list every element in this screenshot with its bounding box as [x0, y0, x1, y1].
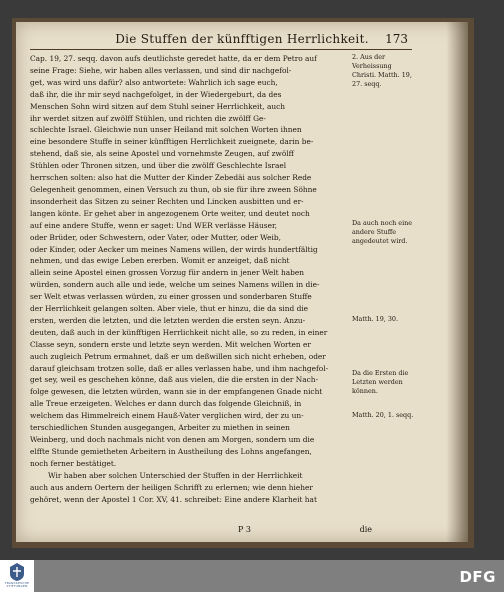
text-line: auch aus andern Oertern der heiligen Schrifft zu erlernen; wie denn hieher	[30, 482, 313, 492]
text-line: gehöret, wenn der Apostel 1 Cor. XV, 41. schreibet: Eine andere Klarheit hat	[30, 494, 317, 504]
text-line: langen könte. Er gehet aber in angezogenem Orte weiter, und deutet noch	[30, 208, 310, 218]
text-line: noch ferner bestätiget.	[30, 458, 117, 468]
text-line: ihr werdet sitzen auf zwölff Stühlen, und richten die zwölff Ge-	[30, 113, 266, 123]
margin-note: Matth. 19, 30.	[352, 315, 399, 323]
text-line: Menschen Sohn wird sitzen auf dem Stuhl seiner Herrlichkeit, auch	[30, 101, 286, 111]
margin-note: 2. Aus der Verheissung Christi. Matth. 19, 27. seqq.	[352, 53, 412, 88]
catchword: die	[359, 525, 372, 534]
text-line: auf eine andere Stuffe, wenn er saget: Und WER verlässe Häuser,	[30, 220, 278, 230]
margin-note: Da die Ersten die Letzten werden können.	[352, 369, 409, 395]
logo-caption-top: FRANCKESCHE	[4, 581, 30, 585]
text-line: ser Welt etwas verlassen würden, zu einer grossen und sonderbaren Stuffe	[30, 292, 312, 302]
text-line: folge gewesen, die letzten würden, wann sie in der empfangenen Gnade nicht	[30, 387, 323, 397]
page-number: 173	[385, 32, 408, 46]
text-line: oder Kinder, oder Aecker um meines Namens willen, der wirds hundertfältig	[30, 244, 318, 254]
text-line: eine besondere Stuffe in seiner künfftigen Herrlichkeit zueignete, darin be-	[30, 137, 314, 147]
text-line: get sey, weil es geschehen könne, daß aus vielen, die die ersten in der Nach-	[30, 375, 319, 385]
text-line: Classe seyn, sondern erste und letzte seyn werden. Mit welchen Worten er	[30, 339, 311, 349]
text-line: darauf gleichsam trotzen solle, daß er alles verlassen habe, und ihm nachgefol-	[30, 363, 329, 373]
text-line: würden, sondern auch alle und iede, welche um seines Namens willen in die-	[30, 280, 320, 290]
text-line: Weinberg, und doch nachmals nicht von denen am Morgen, sondern um die	[30, 435, 315, 444]
signature-mark: P 3	[238, 525, 252, 534]
logo-caption-bottom: STIFTUNGEN	[6, 584, 28, 589]
text-line: auch zugleich Petrum ermahnet, daß er um deßwillen sich nicht erheben, oder	[30, 351, 326, 361]
text-line: der Herrlichkeit gelangen solten. Aber viele, thut er hinzu, die da sind die	[30, 304, 309, 314]
text-line: ersten, werden die letzten, und die letzten werden die ersten seyn. Anzu-	[30, 315, 306, 325]
dfg-logo[interactable]: DFG	[459, 568, 496, 586]
text-line: elffte Stunde gemietheten Arbeitern in Austheilung des Lohns angefangen,	[30, 446, 312, 456]
text-line: insonderheit das Sitzen zu seiner Rechten und Lincken ausbitten und er-	[30, 196, 304, 206]
text-line: Stühlen oder Thronen sitzen, und über die zwölff Geschlechte Israel	[30, 161, 287, 171]
margin-note: Matth. 20, 1. seqq.	[352, 411, 414, 419]
running-head-title: Die Stuffen der künfftigen Herrlichkeit.	[115, 32, 369, 46]
head-rule	[30, 49, 412, 50]
margin-note: Da auch noch eine andere Stuffe angedeutet wird.	[352, 219, 413, 245]
book-page	[16, 22, 468, 542]
text-line: Gelegenheit genommen, einen Versuch zu thun, ob sie für ihre zween Söhne	[30, 184, 317, 194]
text-line: alle Treue erzeigeten. Welches er dann durch das folgende Gleichniß, in	[30, 399, 302, 409]
francke-emblem-icon	[8, 562, 26, 582]
page-edge-shadow	[446, 22, 468, 542]
text-line: herrschen solten: also hat die Mutter der Kinder Zebedäi aus solcher Rede	[30, 173, 312, 183]
text-line: daß ihr, die ihr mir seyd nachgefolget, in der Wiedergeburt, da des	[30, 89, 282, 99]
text-line: schlechte Israel. Gleichwie nun unser Heiland mit solchen Worten ihnen	[30, 125, 302, 135]
text-line: seine Frage: Siehe, wir haben alles verlassen, und sind dir nachgefol-	[30, 65, 292, 75]
text-line: stehend, daß sie, als seine Apostel und vornehmste Zeugen, auf zwölff	[30, 149, 294, 159]
text-line: Cap. 19, 27. seqq. davon aufs deutlichste geredet hatte, da er dem Petro auf	[30, 54, 317, 63]
text-line: nehmen, und das ewige Leben ererben. Womit er anzeiget, daß nicht	[30, 256, 290, 266]
text-line: oder Brüder, oder Schwestern, oder Vater, oder Mutter, oder Weib,	[30, 232, 281, 242]
text-line: welchem das Himmelreich einem Hauß-Vater verglichen wird, der zu un-	[30, 411, 304, 421]
body-text	[30, 53, 350, 505]
francke-logo[interactable]	[0, 560, 34, 592]
text-line: terschiedlichen Stunden ausgegangen, Arbeiter zu miethen in seinen	[30, 423, 290, 433]
text-line: get, was wird uns dafür? also antwortete: Wahrlich ich sage euch,	[30, 77, 278, 87]
text-line: Wir haben aber solchen Unterschied der Stuffen in der Herrlichkeit	[48, 470, 303, 480]
text-line: deuten, daß auch in der künfftigen Herrlichkeit nicht alle, so zu reden, in einer	[30, 327, 328, 337]
footer-bar	[0, 560, 504, 592]
text-line: allein seine Apostel einen grossen Vorzug für andern in jener Welt haben	[30, 268, 305, 278]
